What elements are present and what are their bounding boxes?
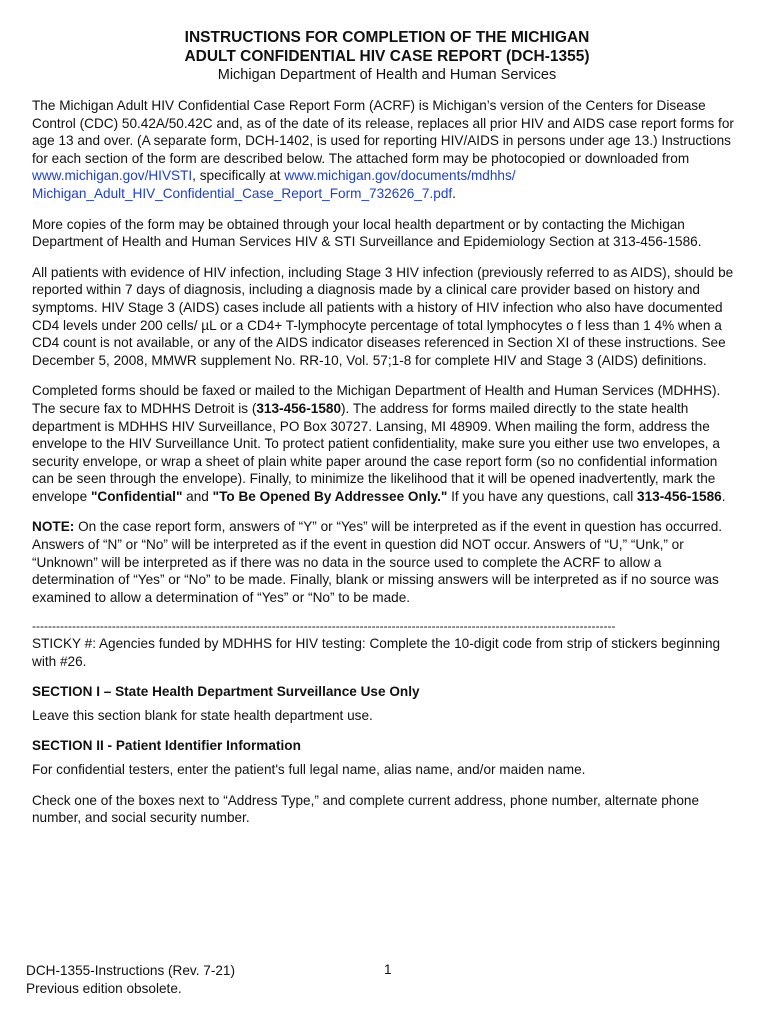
section-1-heading: SECTION I – State Health Department Surveillance Use Only [32, 683, 420, 699]
completed-end: . [721, 488, 726, 504]
document-page [32, 28, 742, 840]
hivsti-link[interactable]: www.michigan.gov/HIVSTI [32, 168, 193, 184]
section-2-text-2: Check one of the boxes next to “Address Type,” and complete current address, phone number, alternate phone number, and social security number. [32, 792, 700, 826]
intro-text: The Michigan Adult HIV Confidential Case Report Form (ACRF) is Michigan’s version of the Centers for Disease Control (CDC) 50.42A/50.42C and, as of the date of its release, replaces all prior HIV and AIDS case report forms for age 13 and over. (A separate form, DCH-1402, is used for reporting HIV/AIDS in persons under age 13.) Instructions for each section of the form are described below. The attached form may be photocopied or downloaded from [32, 98, 734, 166]
note-paragraph [32, 518, 742, 606]
subtitle: Michigan Department of Health and Human Services [217, 67, 557, 83]
dashed-divider: -------------------------------------------------------------------------------------------------------------------------------------------------- [32, 619, 616, 634]
page-number: 1 [384, 962, 392, 977]
patients-paragraph: All patients with evidence of HIV infection, including Stage 3 HIV infection (previously referred to as AIDS), should be reported within 7 days of diagnosis, including a diagnosis made by a clinical care provider based on history and symptoms. HIV Stage 3 (AIDS) cases include all patients with a history of HIV infection who also have documented CD4 levels under 200 cells/ µL or a CD4+ T-lymphocyte percentage of total lymphocytes o f less than 1 4% when a CD4 count is not available, or any of the AIDS indicator diseases referenced in Section XI of these instructions. See December 5, 2008, MMWR supplement No. RR-10, Vol. 57;1-8 for complete HIV and Stage 3 (AIDS) definitions. [32, 264, 734, 368]
note-text: On the case report form, answers of “Y” or “Yes” will be interpreted as if the event in question has occurred. Answers of “N” or “No” will be interpreted as if the event in question did NOT occur. Answers of “U,” “Unk,” or “Unknown” will be interpreted as if there was no data in the source used to complete the ACRF to allow a determination of “Yes” or “No” to be made. Finally, blank or missing answers will be interpreted as if no source was examined to allow a determination of “Yes” or “No” to be made. [32, 519, 723, 605]
completed-and: and [182, 488, 213, 504]
section-1-text: Leave this section blank for state health department use. [32, 707, 373, 723]
title-line-1: INSTRUCTIONS FOR COMPLETION OF THE MICHIGAN [184, 29, 590, 46]
intro-paragraph [32, 97, 742, 203]
addressee-mark: "To Be Opened By Addressee Only." [212, 488, 448, 504]
title-line-2: ADULT CONFIDENTIAL HIV CASE REPORT (DCH-1355) [184, 48, 590, 65]
fax-number: 313-456-1580 [256, 400, 342, 416]
section-2-text-1: For confidential testers, enter the patient's full legal name, alias name, and/or maiden name. [32, 762, 586, 778]
completed-text-2: ). The address for forms mailed directly to the state health department is MDHHS HIV Surveillance, PO Box 30727. Lansing, MI 48909. When mailing the form, address the envelope to the HIV Surveillance Unit. To protect patient confidentiality, make sure you either use two envelopes, a security envelope, or wrap a sheet of plain white paper around the case report form (so no confidential information can be seen through the envelope). Finally, to minimize the likelihood that it will be opened inadvertently, mark the envelope [32, 400, 720, 504]
form-pdf-link[interactable]: www.michigan.gov/documents/mdhhs/ Michigan_Adult_HIV_Confidential_Case_Report_Form_732626_7.pdf [32, 168, 516, 201]
note-label: NOTE: [32, 519, 75, 535]
form-id: DCH-1355-Instructions (Rev. 7-21) [26, 963, 236, 978]
obsolete-note: Previous edition obsolete. [26, 980, 182, 996]
footer [26, 962, 235, 997]
intro-mid: , specifically at [192, 168, 285, 184]
intro-end: . [452, 185, 456, 201]
sticky-paragraph: STICKY #: Agencies funded by MDHHS for HIV testing: Complete the 10-digit code from strip of stickers beginning with #26. [32, 636, 721, 670]
contact-phone: 313-456-1586 [637, 488, 722, 504]
completed-text-3: If you have any questions, call [447, 488, 638, 504]
section-2-heading: SECTION II - Patient Identifier Information [32, 738, 301, 754]
completed-text-1: Completed forms should be faxed or mailed to the Michigan Department of Health and Human Services (MDHHS). The secure fax to MDHHS Detroit is ( [32, 383, 721, 416]
completed-paragraph [32, 382, 742, 505]
copies-paragraph: More copies of the form may be obtained through your local health department or by contacting the Michigan Department of Health and Human Services HIV & STI Surveillance and Epidemiology Section at 313-456-1586. [32, 216, 702, 250]
confidential-mark: "Confidential" [90, 488, 183, 504]
